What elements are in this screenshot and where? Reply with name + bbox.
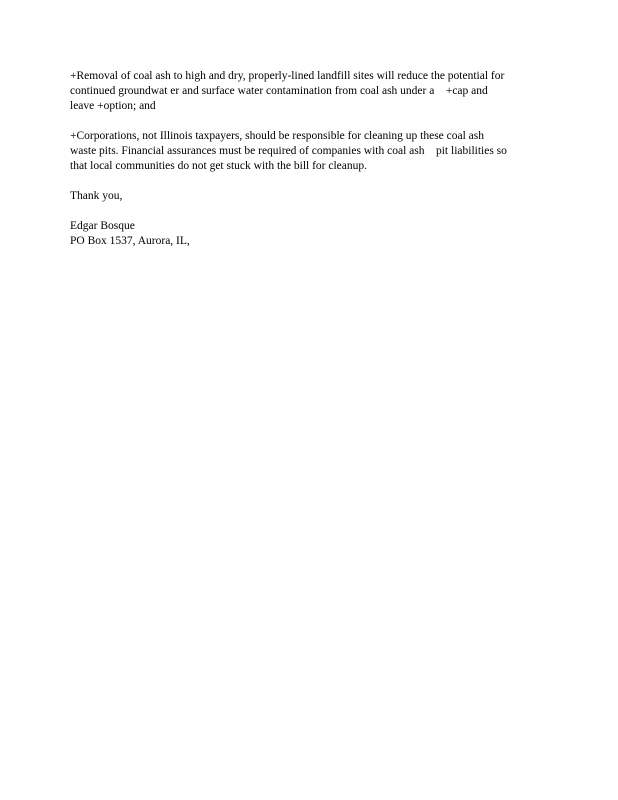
blank-line — [70, 174, 550, 189]
letter-body — [70, 69, 550, 249]
text-line: waste pits. Financial assurances must be required of companies with coal ash pit liabilities so — [70, 145, 507, 157]
text-line: leave +option; and — [70, 100, 156, 112]
paragraph-corporations — [70, 129, 550, 174]
text-line: continued groundwat er and surface water contamination from coal ash under a +cap and — [70, 85, 488, 97]
blank-line — [70, 114, 550, 129]
signature-name: Edgar Bosque — [70, 220, 135, 232]
closing-salutation: Thank you, — [70, 190, 123, 202]
signature-address: PO Box 1537, Aurora, IL, — [70, 235, 190, 247]
blank-line — [70, 204, 550, 219]
text-line: +Corporations, not Illinois taxpayers, should be responsible for cleaning up these coal ash — [70, 130, 485, 142]
paragraph-removal — [70, 69, 550, 114]
text-line: that local communities do not get stuck with the bill for cleanup. — [70, 160, 368, 172]
text-line: +Removal of coal ash to high and dry, properly-lined landfill sites will reduce the potential for — [70, 70, 505, 82]
